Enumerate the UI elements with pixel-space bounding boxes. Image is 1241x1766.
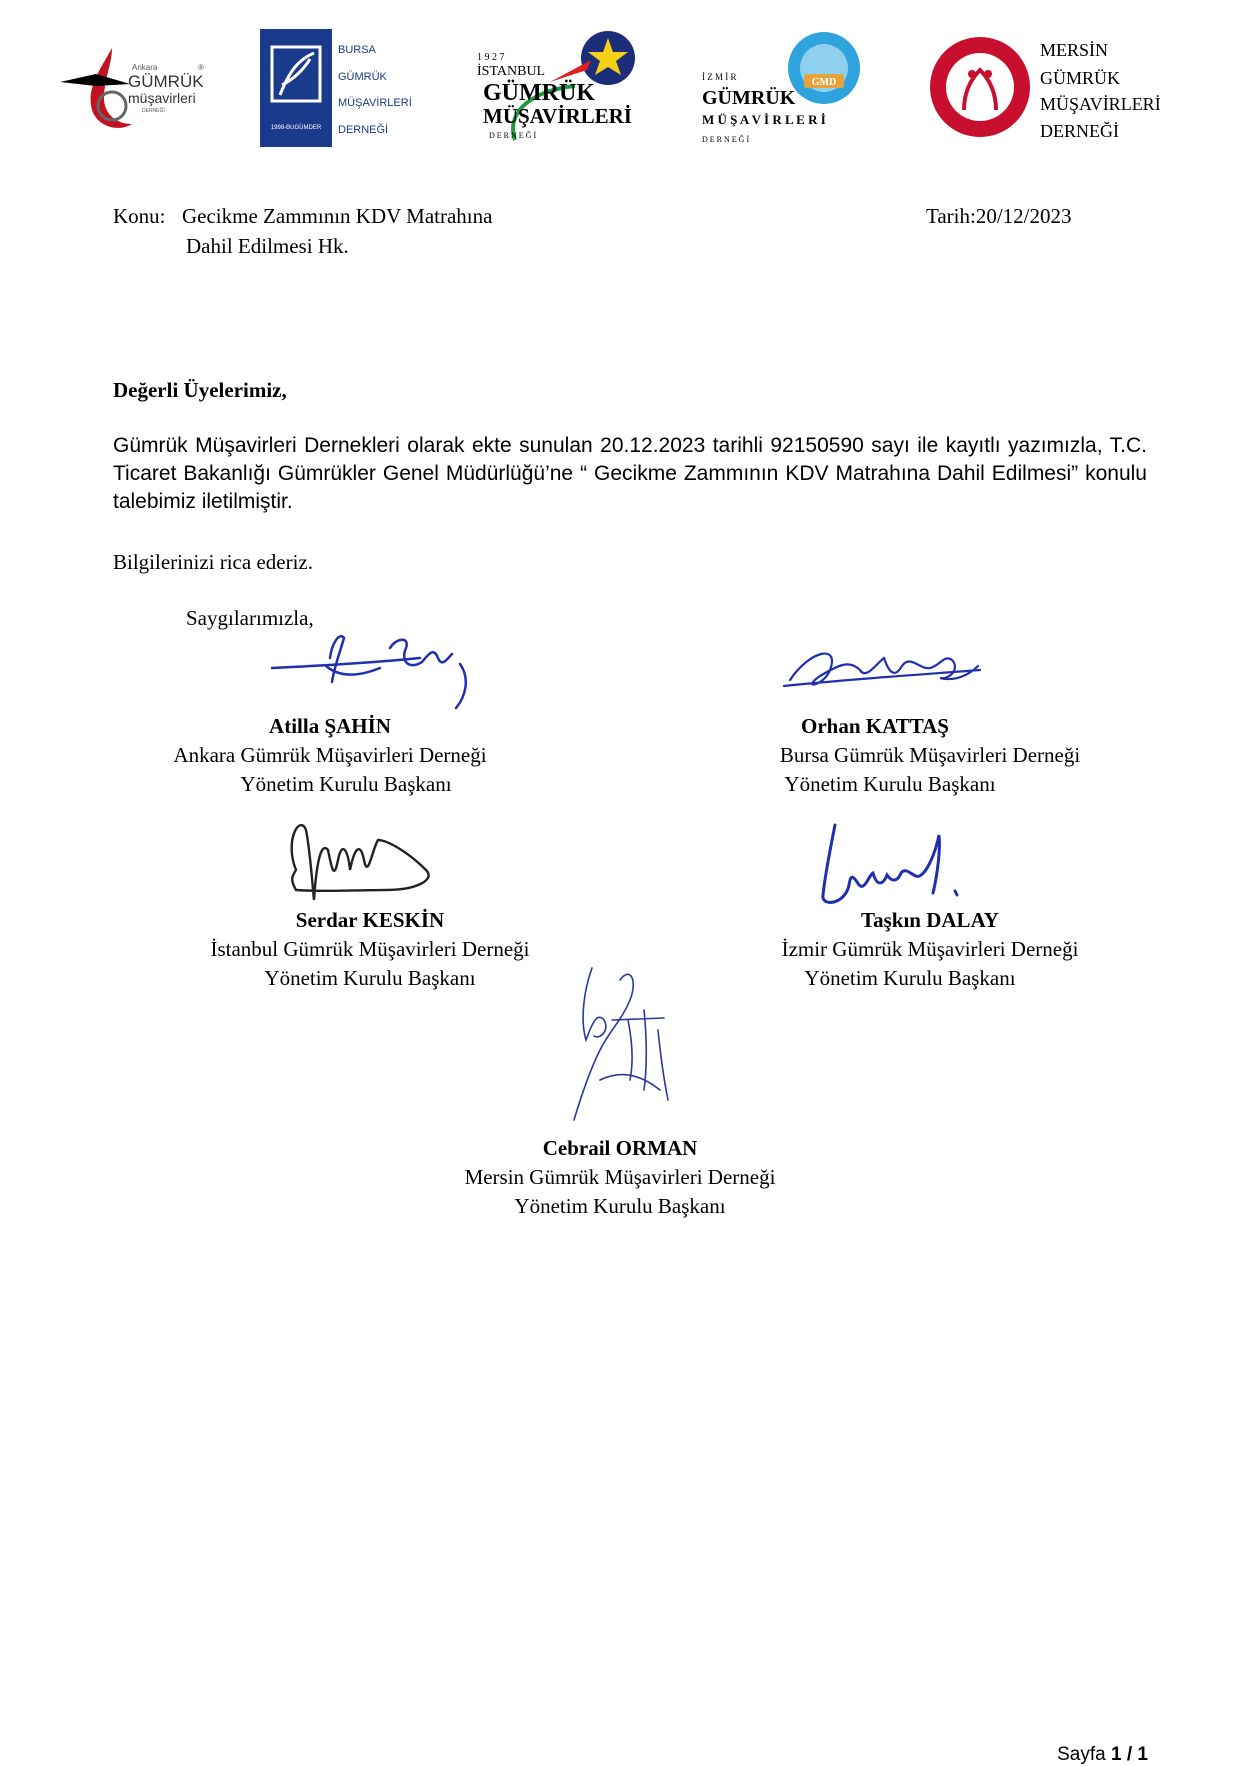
bursa-logo [260,29,412,147]
document-date: Tarih:20/12/2023 [926,204,1072,228]
ankara-logo-sub: müşavirleri [128,90,196,106]
subject-line-2: Dahil Edilmesi Hk. [186,234,349,258]
svg-text:1 9 2 7: 1 9 2 7 [477,52,505,63]
svg-text:MÜŞAVİRLERİ: MÜŞAVİRLERİ [338,97,412,109]
signatory-org: Bursa Gümrük Müşavirleri Derneği [779,743,1081,767]
subject-line-1: Gecikme Zammının KDV Matrahına [182,204,493,228]
page-label: Sayfa [1057,1744,1106,1765]
svg-text:GÜMRÜK: GÜMRÜK [1040,68,1121,88]
svg-text:®: ® [198,63,204,72]
signature-taskin-dalay [805,815,975,910]
signatory-name: Taşkın DALAY [861,908,999,932]
svg-text:M Ü Ş A V İ R L E R İ: M Ü Ş A V İ R L E R İ [702,112,826,127]
svg-text:İSTANBUL: İSTANBUL [477,64,546,79]
greeting: Değerli Üyelerimiz, [113,378,287,402]
istanbul-logo-name: GÜMRÜK [483,80,595,106]
page-current: 1 [1111,1744,1122,1765]
signatory-title: Yönetim Kurulu Başkanı [264,966,476,990]
signatory-org: İstanbul Gümrük Müşavirleri Derneği [210,937,530,961]
signatory-2 [730,712,1130,799]
mersin-logo [930,30,1161,148]
signatory-3 [180,906,560,993]
svg-text:DERNEĞİ: DERNEĞİ [142,108,165,114]
closing-line: Bilgilerinizi rica ederiz. [113,550,313,574]
ankara-logo-name: GÜMRÜK [128,72,204,91]
signature-atilla-sahin [270,628,490,713]
signatory-name: Atilla ŞAHİN [269,714,391,738]
ankara-logo-small: Ankara [132,63,158,72]
signature-cebrail-orman [560,960,700,1135]
page-separator: / [1126,1744,1133,1765]
svg-text:MÜŞAVİRLERİ: MÜŞAVİRLERİ [1040,94,1161,114]
signatory-1 [140,712,520,799]
signatory-org: Ankara Gümrük Müşavirleri Derneği [173,743,487,767]
signatory-name: Serdar KESKİN [295,908,445,932]
page-total: 1 [1137,1744,1148,1765]
istanbul-logo [475,30,645,142]
signatory-name: Orhan KATTAŞ [800,714,949,738]
svg-text:GÜMRÜK: GÜMRÜK [338,71,387,83]
signatory-4 [735,906,1125,993]
signatory-name: Cebrail ORMAN [542,1136,698,1160]
signatory-title: Yönetim Kurulu Başkanı [514,1194,726,1218]
svg-text:MÜŞAVİRLERİ: MÜŞAVİRLERİ [483,104,632,128]
svg-text:D E R N E Ğ İ: D E R N E Ğ İ [489,131,537,140]
signatory-title: Yönetim Kurulu Başkanı [784,772,996,796]
svg-text:İ Z M İ R: İ Z M İ R [702,72,737,82]
svg-text:DERNEĞİ: DERNEĞİ [338,124,389,136]
signatory-5 [420,1134,820,1221]
signature-orhan-kattas [780,640,1000,710]
body-paragraph: Gümrük Müşavirleri Dernekleri olarak ekte sunulan 20.12.2023 tarihli 92150590 sayı ile kayıtlı yazımızla, T.C. Ticaret Bakanlığı Gümrükler Genel Müdürlüğü’ne “ Gecikme Zammının KDV Matrahına Dahil Edilmesi” konulu talebimiz iletilmiştir. [113,434,1147,513]
signature-serdar-keskin [276,810,456,910]
page-number [1057,1744,1148,1766]
ankara-logo [60,40,210,135]
regards-line: Saygılarımızla, [186,606,314,630]
signatory-org: Mersin Gümrük Müşavirleri Derneği [464,1165,776,1189]
svg-text:DERNEĞİ: DERNEĞİ [1040,121,1119,141]
signatory-title: Yönetim Kurulu Başkanı [240,772,452,796]
signatory-org: İzmir Gümrük Müşavirleri Derneği [781,937,1079,961]
svg-text:BURSA: BURSA [338,44,376,56]
izmir-logo-name: GÜMRÜK [702,87,796,109]
signatory-title: Yönetim Kurulu Başkanı [804,966,1016,990]
bursa-logo-footer: 1998-BUGÜMDER [270,125,322,131]
svg-text:D E R N E Ğ İ: D E R N E Ğ İ [702,135,750,144]
svg-text:MERSİN: MERSİN [1040,40,1109,60]
subject-label: Konu: [113,204,166,228]
svg-text:GMD: GMD [811,77,837,88]
izmir-logo [700,28,865,150]
